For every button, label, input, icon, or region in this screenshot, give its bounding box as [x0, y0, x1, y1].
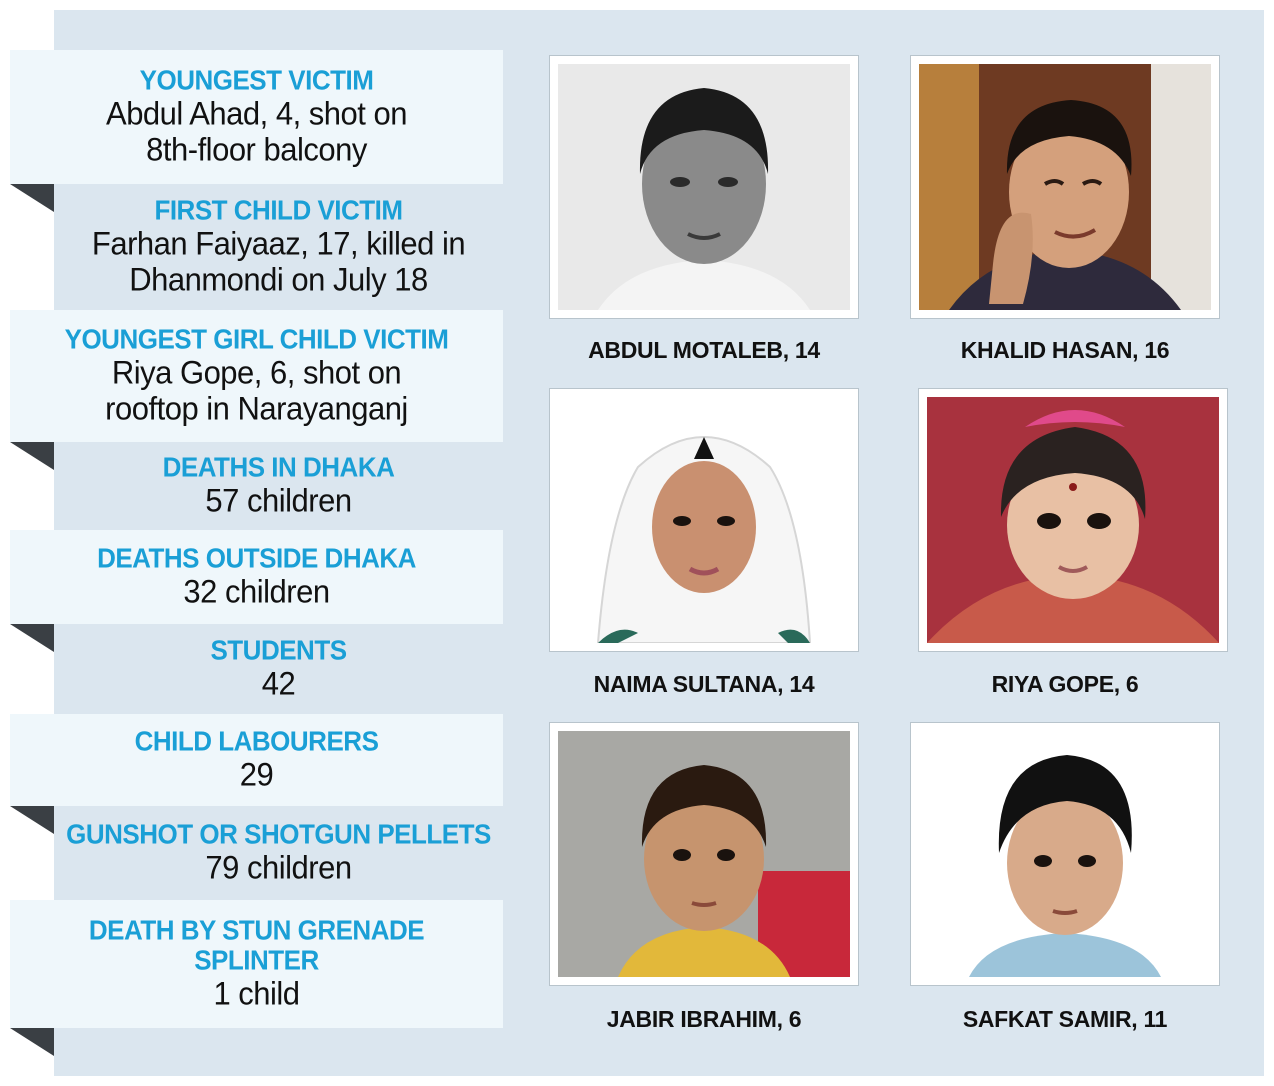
- photo-caption: NAIMA SULTANA, 14: [593, 671, 815, 697]
- stat-label: CHILD LABOURERS: [134, 724, 379, 758]
- photo-caption: ABDUL MOTALEB, 14: [588, 337, 820, 363]
- stat-value: Riya Gope, 6, shot on: [111, 354, 402, 392]
- stat-label: DEATH BY STUN GRENADE: [88, 914, 425, 947]
- stat-label: YOUNGEST GIRL CHILD VICTIM: [64, 323, 449, 356]
- fold-corner: [10, 442, 54, 470]
- photo-caption: JABIR IBRAHIM, 6: [606, 1006, 802, 1032]
- fold-corner: [10, 806, 54, 834]
- stat-youngest-victim: [10, 50, 503, 184]
- stat-label: DEATHS OUTSIDE DHAKA: [97, 541, 416, 575]
- photo-safkat-samir: [910, 722, 1220, 986]
- stat-label: DEATHS IN DHAKA: [162, 450, 395, 484]
- photo-riya-gope: [918, 388, 1228, 652]
- stat-label: GUNSHOT OR SHOTGUN PELLETS: [66, 817, 491, 851]
- stat-value: 1 child: [213, 975, 300, 1012]
- stat-value: Farhan Faiyaaz, 17, killed in: [91, 225, 466, 263]
- stat-value: 32 children: [183, 573, 330, 610]
- stat-value: 8th-floor balcony: [146, 131, 367, 168]
- fold-corner: [10, 1028, 54, 1056]
- stat-label: SPLINTER: [194, 943, 319, 977]
- portrait-color-icon: [919, 731, 1211, 977]
- stat-value: 79 children: [205, 849, 352, 886]
- stat-value: 29: [239, 756, 274, 793]
- photo-abdul-motaleb: [549, 55, 859, 319]
- stat-stun-grenade: [10, 900, 503, 1028]
- stat-label: YOUNGEST VICTIM: [139, 64, 374, 97]
- stat-youngest-girl-victim: [10, 310, 503, 442]
- stat-child-labourers: [10, 714, 503, 806]
- photo-caption: SAFKAT SAMIR, 11: [962, 1006, 1168, 1032]
- stat-value: Abdul Ahad, 4, shot on: [106, 95, 407, 133]
- stat-students: [54, 624, 503, 714]
- fold-corner: [10, 184, 54, 212]
- portrait-color-icon: [919, 64, 1211, 310]
- stat-value: rooftop in Narayanganj: [105, 390, 408, 427]
- portrait-bw-icon: [558, 64, 850, 310]
- photo-naima-sultana: [549, 388, 859, 652]
- stat-label: STUDENTS: [210, 633, 347, 667]
- portrait-color-icon: [927, 397, 1219, 643]
- fold-corner: [10, 624, 54, 652]
- stat-first-child-victim: [54, 184, 503, 310]
- stat-deaths-in-dhaka: [54, 442, 503, 530]
- portrait-hijab-icon: [558, 397, 850, 643]
- photo-caption: RIYA GOPE, 6: [991, 671, 1139, 697]
- stat-value: 42: [261, 665, 296, 702]
- stat-label: FIRST CHILD VICTIM: [154, 194, 403, 227]
- stat-deaths-outside-dhaka: [10, 530, 503, 624]
- stat-value: 57 children: [205, 482, 352, 519]
- portrait-color-icon: [558, 731, 850, 977]
- photo-khalid-hasan: [910, 55, 1220, 319]
- photo-caption: KHALID HASAN, 16: [960, 337, 1170, 363]
- stat-gunshot: [54, 806, 503, 900]
- stat-value: Dhanmondi on July 18: [129, 261, 428, 298]
- photo-jabir-ibrahim: [549, 722, 859, 986]
